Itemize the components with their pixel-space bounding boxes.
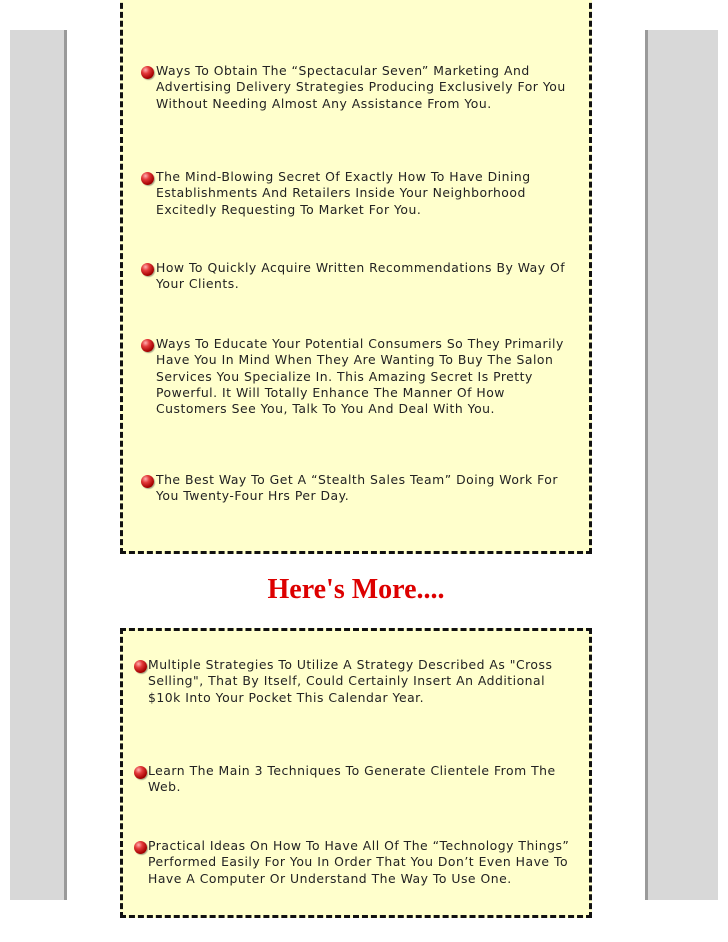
red-ball-bullet-icon	[141, 263, 154, 276]
list-item	[123, 763, 589, 796]
list-item-text: The Best Way To Get A “Stealth Sales Team” Doing Work For You Twenty-Four Hrs Per Day.	[156, 472, 558, 504]
list-item	[123, 336, 589, 417]
red-ball-bullet-icon	[141, 339, 154, 352]
red-ball-bullet-icon	[134, 660, 147, 673]
section-heading: Here's More....	[267, 574, 445, 605]
list-item-text: The Mind-Blowing Secret Of Exactly How To Have Dining Establishments And Retailers Inside Your Neighborhood Excitedly Requesting To Market For You.	[156, 169, 531, 217]
benefits-box-2	[120, 628, 592, 918]
red-ball-bullet-icon	[141, 475, 154, 488]
red-ball-bullet-icon	[141, 66, 154, 79]
list-item	[123, 63, 589, 112]
red-ball-bullet-icon	[134, 766, 147, 779]
list-item	[123, 838, 589, 887]
red-ball-bullet-icon	[141, 172, 154, 185]
list-item-text: Learn The Main 3 Techniques To Generate Clientele From The Web.	[148, 763, 556, 795]
list-item-text: Ways To Educate Your Potential Consumers So They Primarily Have You In Mind When They Are Wanting To Buy The Salon Services You Specialize In. This Amazing Secret Is Pretty Powerful. It Will Totally Enhance The Manner Of How Customers See You, Talk To You And Deal With You.	[156, 336, 564, 417]
list-item	[123, 657, 589, 706]
list-item-text: Ways To Obtain The “Spectacular Seven” Marketing And Advertising Delivery Strategies Producing Exclusively For You Without Needing Almost Any Assistance From You.	[156, 63, 566, 111]
list-item-text: Multiple Strategies To Utilize A Strategy Described As "Cross Selling", That By Itself, Could Certainly Insert An Additional $10k Into Your Pocket This Calendar Year.	[148, 657, 553, 705]
list-item	[123, 260, 589, 293]
list-item-text: How To Quickly Acquire Written Recommendations By Way Of Your Clients.	[156, 260, 566, 292]
page-shadow-right	[645, 30, 648, 900]
red-ball-bullet-icon	[134, 841, 147, 854]
list-item	[123, 472, 589, 505]
list-item-text: Practical Ideas On How To Have All Of The “Technology Things” Performed Easily For You In Order That You Don’t Even Have To Have A Computer Or Understand The Way To Use One.	[148, 838, 570, 886]
list-item	[123, 169, 589, 218]
benefits-box-1	[120, 0, 592, 554]
